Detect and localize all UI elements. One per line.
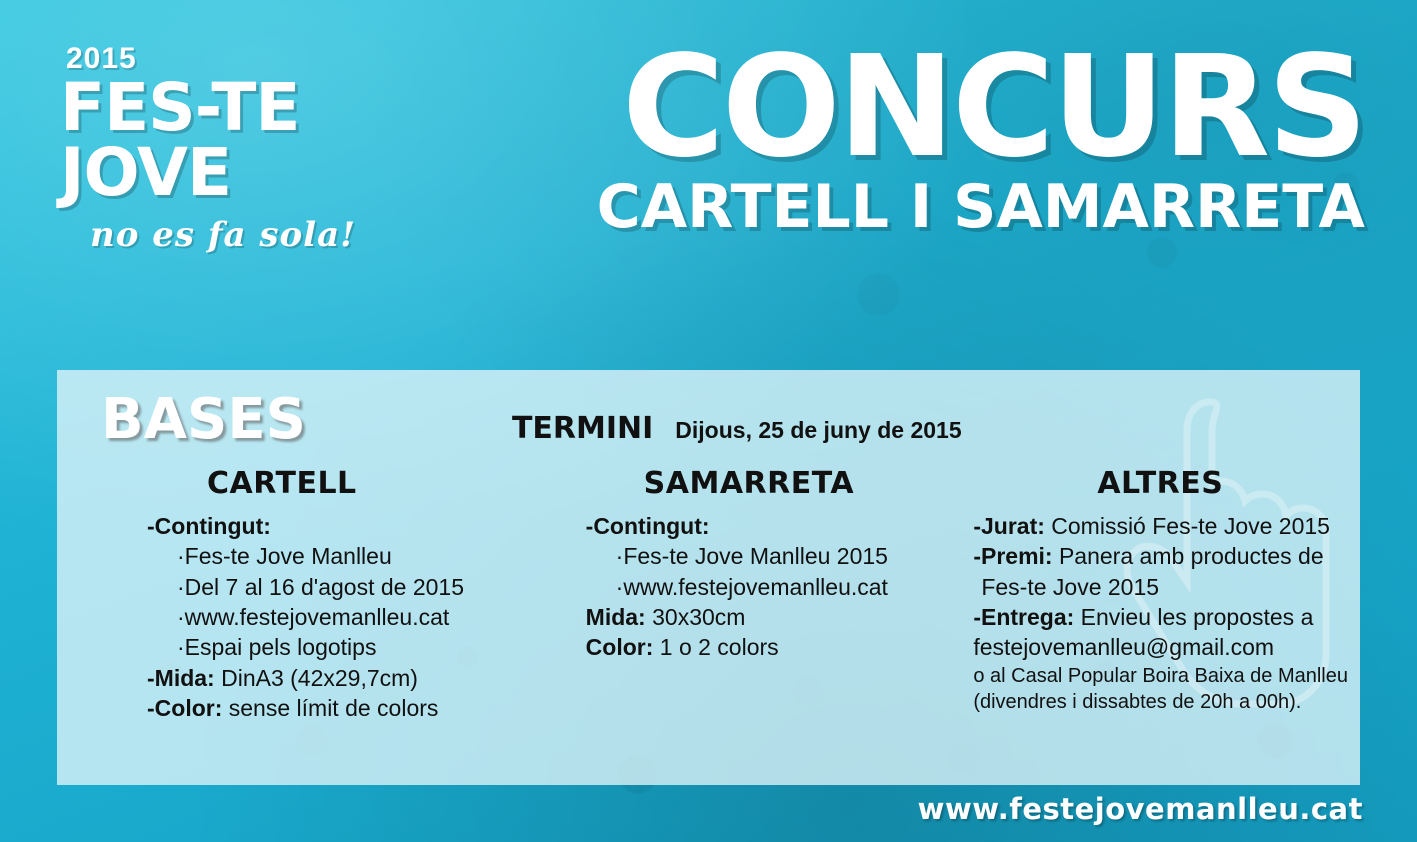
samarreta-line-5: Color: 1 o 2 colors bbox=[585, 634, 779, 661]
bases-columns bbox=[57, 448, 1360, 724]
samarreta-line-4: Mida: 30x30cm bbox=[585, 604, 746, 631]
altres-line-4: -Entrega: Envieu les propostes a bbox=[973, 604, 1314, 631]
column-title-cartell: CARTELL bbox=[207, 466, 357, 501]
cartell-line-3: ·Del 7 al 16 d'agost de 2015 bbox=[177, 573, 464, 600]
column-samarreta bbox=[534, 466, 964, 724]
altres-line-1: -Jurat: Comissió Fes-te Jove 2015 bbox=[973, 513, 1330, 539]
column-title-altres: ALTRES bbox=[1097, 466, 1224, 501]
festejove-logo bbox=[60, 44, 390, 255]
altres-line-5: festejovemanlleu@gmail.com bbox=[973, 634, 1275, 661]
termini-label: TERMINI bbox=[511, 411, 654, 446]
panel-header bbox=[57, 370, 1360, 452]
cartell-line-7: -Color: sense límit de colors bbox=[147, 695, 439, 722]
logo-line-2: JOVE bbox=[60, 134, 232, 212]
footer-website-url[interactable]: www.festejovemanlleu.cat bbox=[917, 792, 1363, 826]
page-title: CONCURS bbox=[622, 26, 1365, 189]
bases-panel bbox=[57, 370, 1360, 785]
cartell-line-4: ·www.festejovemanlleu.cat bbox=[177, 604, 450, 631]
logo-line-1: FES-TE bbox=[60, 69, 300, 146]
column-cartell bbox=[57, 466, 534, 724]
altres-line-7: (divendres i dissabtes de 20h a 00h). bbox=[973, 691, 1302, 714]
samarreta-line-1: -Contingut: bbox=[585, 513, 710, 539]
termini-block bbox=[512, 411, 962, 446]
cartell-line-6: -Mida: DinA3 (42x29,7cm) bbox=[147, 664, 418, 691]
samarreta-line-2: ·Fes-te Jove Manlleu 2015 bbox=[615, 543, 888, 570]
termini-value: Dijous, 25 de juny de 2015 bbox=[675, 417, 962, 443]
title-block bbox=[596, 26, 1365, 242]
cartell-line-2: ·Fes-te Jove Manlleu bbox=[177, 543, 392, 570]
logo-year: 2015 bbox=[66, 42, 137, 75]
cartell-line-5: ·Espai pels logotips bbox=[177, 634, 377, 661]
bases-heading: BASES bbox=[101, 387, 306, 452]
logo-tagline: no es fa sola! bbox=[90, 214, 357, 255]
samarreta-line-3: ·www.festejovemanlleu.cat bbox=[615, 573, 888, 600]
altres-line-6: o al Casal Popular Boira Baixa de Manlleu bbox=[973, 664, 1348, 687]
column-altres bbox=[963, 466, 1360, 724]
page-subtitle: CARTELL I SAMARRETA bbox=[596, 171, 1365, 242]
altres-line-2: -Premi: Panera amb productes de bbox=[973, 543, 1324, 570]
cartell-line-1: -Contingut: bbox=[147, 513, 271, 539]
column-title-samarreta: SAMARRETA bbox=[643, 466, 855, 501]
altres-line-3: Fes-te Jove 2015 bbox=[981, 573, 1160, 600]
